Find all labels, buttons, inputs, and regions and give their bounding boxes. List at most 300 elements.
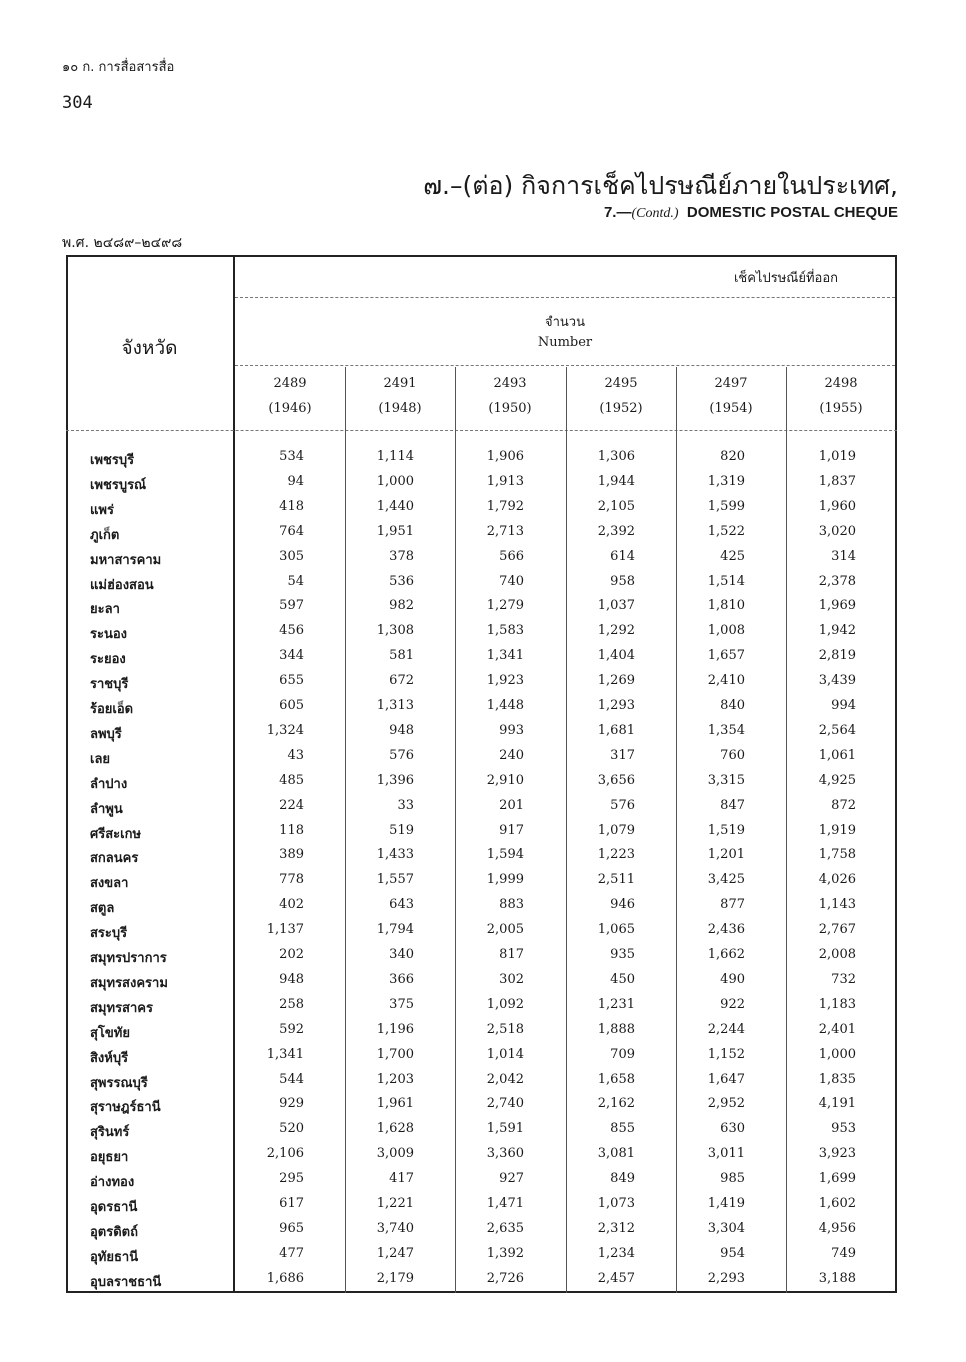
sub-header-separator — [235, 365, 895, 366]
cell-value: 1,599 — [707, 498, 745, 514]
cell-value: 3,188 — [818, 1270, 856, 1286]
cell-value: 672 — [389, 673, 414, 689]
cell-value: 1,919 — [818, 822, 856, 838]
cell-value: 2,378 — [818, 573, 856, 589]
cell-value: 1,183 — [818, 996, 856, 1012]
cell-value: 985 — [720, 1171, 745, 1187]
table-row — [66, 574, 897, 599]
cell-value: 2,910 — [486, 772, 524, 788]
province-name: แพร่ — [90, 502, 114, 518]
cell-value: 418 — [279, 498, 304, 514]
cell-value: 3,656 — [597, 772, 635, 788]
province-name: อุตรดิตถ์ — [90, 1224, 138, 1240]
province-name: อุบลราชธานี — [90, 1274, 162, 1290]
cell-value: 2,726 — [486, 1270, 524, 1286]
cell-value: 958 — [610, 573, 635, 589]
cell-value: 425 — [720, 548, 745, 564]
cell-value: 1,433 — [376, 847, 414, 863]
cell-value: 1,231 — [597, 996, 635, 1012]
cell-value: 201 — [499, 797, 524, 813]
cell-value: 544 — [279, 1071, 304, 1087]
cell-value: 927 — [499, 1171, 524, 1187]
cell-value: 1,658 — [597, 1071, 635, 1087]
cell-value: 1,951 — [376, 523, 414, 539]
table-row — [66, 1121, 897, 1146]
cell-value: 917 — [499, 822, 524, 838]
cell-value: 2,312 — [597, 1220, 635, 1236]
cell-value: 224 — [279, 797, 304, 813]
cell-value: 1,269 — [597, 673, 635, 689]
cell-value: 1,313 — [376, 698, 414, 713]
cell-value: 597 — [279, 598, 304, 614]
year-be: 2495 — [604, 376, 638, 391]
year-ce: (1948) — [378, 401, 422, 416]
cell-value: 1,969 — [818, 598, 856, 614]
province-name: ระนอง — [90, 627, 128, 643]
cell-value: 456 — [279, 623, 304, 639]
cell-value: 1,448 — [486, 698, 524, 713]
cell-value: 1,221 — [376, 1196, 414, 1211]
cell-value: 576 — [389, 747, 414, 763]
cell-value: 295 — [279, 1171, 304, 1187]
province-name: สมุทรสงคราม — [90, 975, 168, 991]
cell-value: 1,341 — [266, 1046, 304, 1062]
cell-value: 1,419 — [707, 1196, 745, 1211]
header-bottom-separator — [66, 430, 897, 431]
province-name: ลำพูน — [90, 801, 123, 817]
province-name: สิงห์บุรี — [90, 1050, 129, 1066]
cell-value: 1,354 — [707, 722, 745, 738]
cell-value: 490 — [720, 971, 745, 987]
cell-value: 2,410 — [707, 673, 745, 689]
table-row — [66, 972, 897, 997]
cell-value: 2,106 — [266, 1146, 304, 1162]
cell-value: 2,179 — [376, 1270, 414, 1286]
cell-value: 760 — [720, 747, 745, 763]
cell-value: 202 — [279, 947, 304, 962]
table-row — [66, 922, 897, 947]
cell-value: 592 — [279, 1021, 304, 1037]
title-number: 7.— — [603, 204, 632, 221]
cell-value: 1,602 — [818, 1196, 856, 1211]
cell-value: 417 — [389, 1171, 414, 1187]
table-row — [66, 474, 897, 499]
cell-value: 605 — [279, 698, 304, 713]
group-header: เช็คไปรษณีย์ที่ออก — [733, 271, 839, 286]
cell-value: 1,279 — [486, 598, 524, 614]
cell-value: 1,061 — [818, 747, 856, 763]
province-name: สระบุรี — [90, 926, 128, 942]
cell-value: 536 — [389, 573, 414, 589]
cell-value: 520 — [279, 1121, 304, 1137]
cell-value: 847 — [720, 797, 745, 813]
province-name: ลำปาง — [90, 776, 128, 792]
cell-value: 929 — [279, 1096, 304, 1112]
cell-value: 389 — [279, 847, 304, 863]
cell-value: 378 — [389, 548, 414, 564]
cell-value: 1,079 — [597, 822, 635, 838]
cell-value: 872 — [831, 797, 856, 813]
cell-value: 2,008 — [818, 947, 856, 962]
cell-value: 302 — [499, 971, 524, 987]
province-name: เลย — [90, 751, 111, 767]
cell-value: 1,514 — [707, 573, 745, 589]
cell-value: 2,105 — [597, 498, 635, 514]
cell-value: 764 — [279, 523, 304, 539]
cell-value: 1,699 — [818, 1171, 856, 1187]
cell-value: 1,960 — [818, 498, 856, 514]
cell-value: 849 — [610, 1171, 635, 1187]
cell-value: 2,244 — [707, 1021, 745, 1037]
cell-value: 1,143 — [818, 897, 856, 913]
table-row — [66, 897, 897, 922]
cell-value: 1,000 — [818, 1046, 856, 1062]
sub-header-english: Number — [537, 335, 593, 350]
cell-value: 1,319 — [707, 473, 745, 489]
cell-value: 2,436 — [707, 922, 745, 938]
cell-value: 1,092 — [486, 996, 524, 1012]
cell-value: 1,913 — [486, 473, 524, 489]
cell-value: 1,019 — [818, 449, 856, 464]
table-row — [66, 623, 897, 648]
cell-value: 1,073 — [597, 1196, 635, 1211]
table-title-thai: ๗.–(ต่อ) กิจการเช็คไปรษณีย์ภายในประเทศ, — [423, 171, 898, 200]
cell-value: 576 — [610, 797, 635, 813]
cell-value: 993 — [499, 722, 524, 738]
cell-value: 2,518 — [486, 1021, 524, 1037]
cell-value: 3,360 — [486, 1146, 524, 1162]
table-row — [66, 648, 897, 673]
cell-value: 1,201 — [707, 847, 745, 863]
top-rule — [66, 255, 897, 257]
cell-value: 1,114 — [376, 449, 414, 464]
cell-value: 1,888 — [597, 1021, 635, 1037]
cell-value: 3,304 — [707, 1220, 745, 1236]
cell-value: 1,471 — [486, 1196, 524, 1211]
cell-value: 3,011 — [707, 1146, 745, 1162]
cell-value: 485 — [279, 772, 304, 788]
cell-value: 1,686 — [266, 1270, 304, 1286]
cell-value: 1,837 — [818, 473, 856, 489]
table-title-english — [604, 204, 898, 222]
table-row — [66, 549, 897, 574]
cell-value: 450 — [610, 971, 635, 987]
postal-cheque-table — [66, 255, 897, 1293]
cell-value: 1,392 — [486, 1245, 524, 1261]
cell-value: 2,042 — [486, 1071, 524, 1087]
cell-value: 1,292 — [597, 623, 635, 639]
cell-value: 3,081 — [597, 1146, 635, 1162]
province-name: อยุธยา — [90, 1150, 129, 1166]
cell-value: 1,404 — [597, 648, 635, 664]
table-row — [66, 997, 897, 1022]
cell-value: 33 — [397, 797, 414, 813]
cell-value: 1,293 — [597, 698, 635, 713]
table-row — [66, 1096, 897, 1121]
year-ce: (1954) — [709, 401, 753, 416]
cell-value: 4,925 — [818, 772, 856, 788]
cell-value: 1,583 — [486, 623, 524, 639]
cell-value: 965 — [279, 1220, 304, 1236]
cell-value: 4,956 — [818, 1220, 856, 1236]
table-row — [66, 748, 897, 773]
cell-value: 240 — [499, 747, 524, 763]
cell-value: 1,835 — [818, 1071, 856, 1087]
cell-value: 43 — [287, 747, 304, 763]
period-label: พ.ศ. ๒๔๘๙–๒๔๙๘ — [62, 235, 183, 251]
cell-value: 1,944 — [597, 473, 635, 489]
cell-value: 948 — [389, 722, 414, 738]
cell-value: 855 — [610, 1121, 635, 1137]
cell-value: 1,324 — [266, 722, 304, 738]
running-header: ๑๐ ก. การสื่อสารสื่อ — [62, 60, 175, 75]
year-header — [235, 371, 345, 421]
table-row — [66, 1171, 897, 1196]
cell-value: 2,511 — [597, 872, 635, 888]
cell-value: 1,037 — [597, 598, 635, 614]
cell-value: 1,758 — [818, 847, 856, 863]
year-header — [786, 371, 896, 421]
province-name: สุพรรณบุรี — [90, 1075, 148, 1091]
cell-value: 534 — [279, 449, 304, 464]
province-name: ลพบุรี — [90, 726, 122, 742]
cell-value: 1,014 — [486, 1046, 524, 1062]
cell-value: 614 — [610, 548, 635, 564]
table-row — [66, 773, 897, 798]
cell-value: 948 — [279, 971, 304, 987]
cell-value: 375 — [389, 996, 414, 1012]
cell-value: 3,315 — [707, 772, 745, 788]
cell-value: 1,440 — [376, 498, 414, 514]
cell-value: 1,999 — [486, 872, 524, 888]
cell-value: 3,740 — [376, 1220, 414, 1236]
cell-value: 630 — [720, 1121, 745, 1137]
cell-value: 1,700 — [376, 1046, 414, 1062]
province-name: สุรินทร์ — [90, 1125, 130, 1141]
cell-value: 2,564 — [818, 722, 856, 738]
table-row — [66, 847, 897, 872]
year-be: 2497 — [714, 376, 748, 391]
table-row — [66, 524, 897, 549]
cell-value: 305 — [279, 548, 304, 564]
year-ce: (1946) — [268, 401, 312, 416]
province-name: สงขลา — [90, 876, 129, 892]
cell-value: 1,628 — [376, 1121, 414, 1137]
table-row — [66, 1196, 897, 1221]
cell-value: 1,794 — [376, 922, 414, 938]
province-name: สมุทรปราการ — [90, 951, 167, 966]
cell-value: 118 — [279, 822, 304, 838]
cell-value: 709 — [610, 1046, 635, 1062]
cell-value: 953 — [831, 1121, 856, 1137]
cell-value: 258 — [279, 996, 304, 1012]
cell-value: 2,457 — [597, 1270, 635, 1286]
cell-value: 2,401 — [818, 1021, 856, 1037]
cell-value: 1,519 — [707, 822, 745, 838]
cell-value: 1,341 — [486, 648, 524, 664]
cell-value: 1,137 — [266, 922, 304, 938]
year-ce: (1950) — [488, 401, 532, 416]
cell-value: 314 — [831, 548, 856, 564]
cell-value: 519 — [389, 822, 414, 838]
table-row — [66, 1022, 897, 1047]
cell-value: 883 — [499, 897, 524, 913]
cell-value: 922 — [720, 996, 745, 1012]
cell-value: 643 — [389, 897, 414, 913]
province-name: สตูล — [90, 901, 115, 917]
cell-value: 749 — [831, 1245, 856, 1261]
cell-value: 740 — [499, 573, 524, 589]
cell-value: 1,591 — [486, 1121, 524, 1137]
cell-value: 1,234 — [597, 1245, 635, 1261]
cell-value: 366 — [389, 971, 414, 987]
cell-value: 477 — [279, 1245, 304, 1261]
cell-value: 2,005 — [486, 922, 524, 938]
cell-value: 1,008 — [707, 623, 745, 639]
province-name: มหาสารคาม — [90, 552, 162, 568]
table-row — [66, 1221, 897, 1246]
cell-value: 3,020 — [818, 523, 856, 539]
cell-value: 982 — [389, 598, 414, 614]
table-row — [66, 449, 897, 474]
table-row — [66, 1047, 897, 1072]
cell-value: 840 — [720, 698, 745, 713]
cell-value: 820 — [720, 449, 745, 464]
year-header — [345, 371, 455, 421]
cell-value: 340 — [389, 947, 414, 962]
cell-value: 2,635 — [486, 1220, 524, 1236]
title-text: DOMESTIC POSTAL CHEQUE — [686, 204, 898, 221]
cell-value: 1,308 — [376, 623, 414, 639]
cell-value: 1,810 — [707, 598, 745, 614]
province-name: ระยอง — [90, 652, 126, 668]
cell-value: 1,557 — [376, 872, 414, 888]
table-row — [66, 1072, 897, 1097]
cell-value: 1,203 — [376, 1071, 414, 1087]
cell-value: 3,439 — [818, 673, 856, 689]
cell-value: 1,647 — [707, 1071, 745, 1087]
province-name: ยะลา — [90, 602, 120, 618]
cell-value: 994 — [831, 698, 856, 713]
cell-value: 3,923 — [818, 1146, 856, 1162]
year-header — [455, 371, 565, 421]
cell-value: 1,662 — [707, 947, 745, 962]
year-ce: (1952) — [599, 401, 643, 416]
cell-value: 1,942 — [818, 623, 856, 639]
cell-value: 1,306 — [597, 449, 635, 464]
province-name: สุโขทัย — [90, 1025, 130, 1041]
cell-value: 877 — [720, 897, 745, 913]
cell-value: 344 — [279, 648, 304, 664]
cell-value: 4,026 — [818, 872, 856, 888]
year-be: 2491 — [383, 376, 417, 391]
cell-value: 954 — [720, 1245, 745, 1261]
cell-value: 2,740 — [486, 1096, 524, 1112]
cell-value: 54 — [287, 573, 304, 589]
year-be: 2489 — [273, 376, 307, 391]
cell-value: 778 — [279, 872, 304, 888]
group-header-separator — [235, 297, 895, 298]
cell-value: 1,792 — [486, 498, 524, 514]
table-row — [66, 499, 897, 524]
table-row — [66, 698, 897, 723]
cell-value: 4,191 — [818, 1096, 856, 1112]
province-name: เพชรบูรณ์ — [90, 477, 147, 493]
province-name: อุทัยธานี — [90, 1249, 139, 1265]
cell-value: 1,000 — [376, 473, 414, 489]
cell-value: 1,657 — [707, 648, 745, 664]
cell-value: 1,196 — [376, 1021, 414, 1037]
cell-value: 1,923 — [486, 673, 524, 689]
table-row — [66, 1271, 897, 1296]
cell-value: 617 — [279, 1196, 304, 1211]
cell-value: 2,392 — [597, 523, 635, 539]
cell-value: 2,952 — [707, 1096, 745, 1112]
table-row — [66, 823, 897, 848]
province-name: ศรีสะเกษ — [90, 826, 142, 842]
province-name: สกลนคร — [90, 851, 139, 867]
year-be: 2498 — [824, 376, 858, 391]
table-row — [66, 872, 897, 897]
sub-header-thai: จำนวน — [545, 315, 585, 330]
cell-value: 1,223 — [597, 847, 635, 863]
province-name: ราชบุรี — [90, 677, 129, 693]
cell-value: 1,247 — [376, 1245, 414, 1261]
province-name: สุราษฎร์ธานี — [90, 1100, 161, 1116]
cell-value: 946 — [610, 897, 635, 913]
year-be: 2493 — [493, 376, 527, 391]
cell-value: 817 — [499, 947, 524, 962]
table-row — [66, 1146, 897, 1171]
cell-value: 2,162 — [597, 1096, 635, 1112]
table-row — [66, 798, 897, 823]
cell-value: 581 — [389, 648, 414, 664]
province-name: อุดรธานี — [90, 1200, 138, 1215]
cell-value: 94 — [287, 473, 304, 489]
cell-value: 1,065 — [597, 922, 635, 938]
cell-value: 732 — [831, 971, 856, 987]
cell-value: 2,713 — [486, 523, 524, 539]
cell-value: 402 — [279, 897, 304, 913]
page-number: 304 — [62, 93, 93, 113]
cell-value: 2,293 — [707, 1270, 745, 1286]
table-row — [66, 723, 897, 748]
cell-value: 3,425 — [707, 872, 745, 888]
province-name: เพชรบุรี — [90, 453, 135, 468]
province-name: อ่างทอง — [90, 1175, 135, 1191]
cell-value: 566 — [499, 548, 524, 564]
cell-value: 2,819 — [818, 648, 856, 664]
table-row — [66, 673, 897, 698]
year-ce: (1955) — [819, 401, 863, 416]
year-header — [566, 371, 676, 421]
cell-value: 1,152 — [707, 1046, 745, 1062]
table-row — [66, 947, 897, 972]
table-row — [66, 1246, 897, 1271]
cell-value: 317 — [610, 747, 635, 763]
cell-value: 1,681 — [597, 722, 635, 738]
cell-value: 1,396 — [376, 772, 414, 788]
cell-value: 3,009 — [376, 1146, 414, 1162]
province-name: แม่ฮ่องสอน — [90, 577, 154, 593]
province-name: ภูเก็ต — [90, 527, 120, 543]
province-name: ร้อยเอ็ด — [90, 702, 134, 717]
province-name: สมุทรสาคร — [90, 1000, 153, 1016]
cell-value: 1,961 — [376, 1096, 414, 1112]
cell-value: 2,767 — [818, 922, 856, 938]
cell-value: 1,522 — [707, 523, 745, 539]
cell-value: 935 — [610, 947, 635, 962]
